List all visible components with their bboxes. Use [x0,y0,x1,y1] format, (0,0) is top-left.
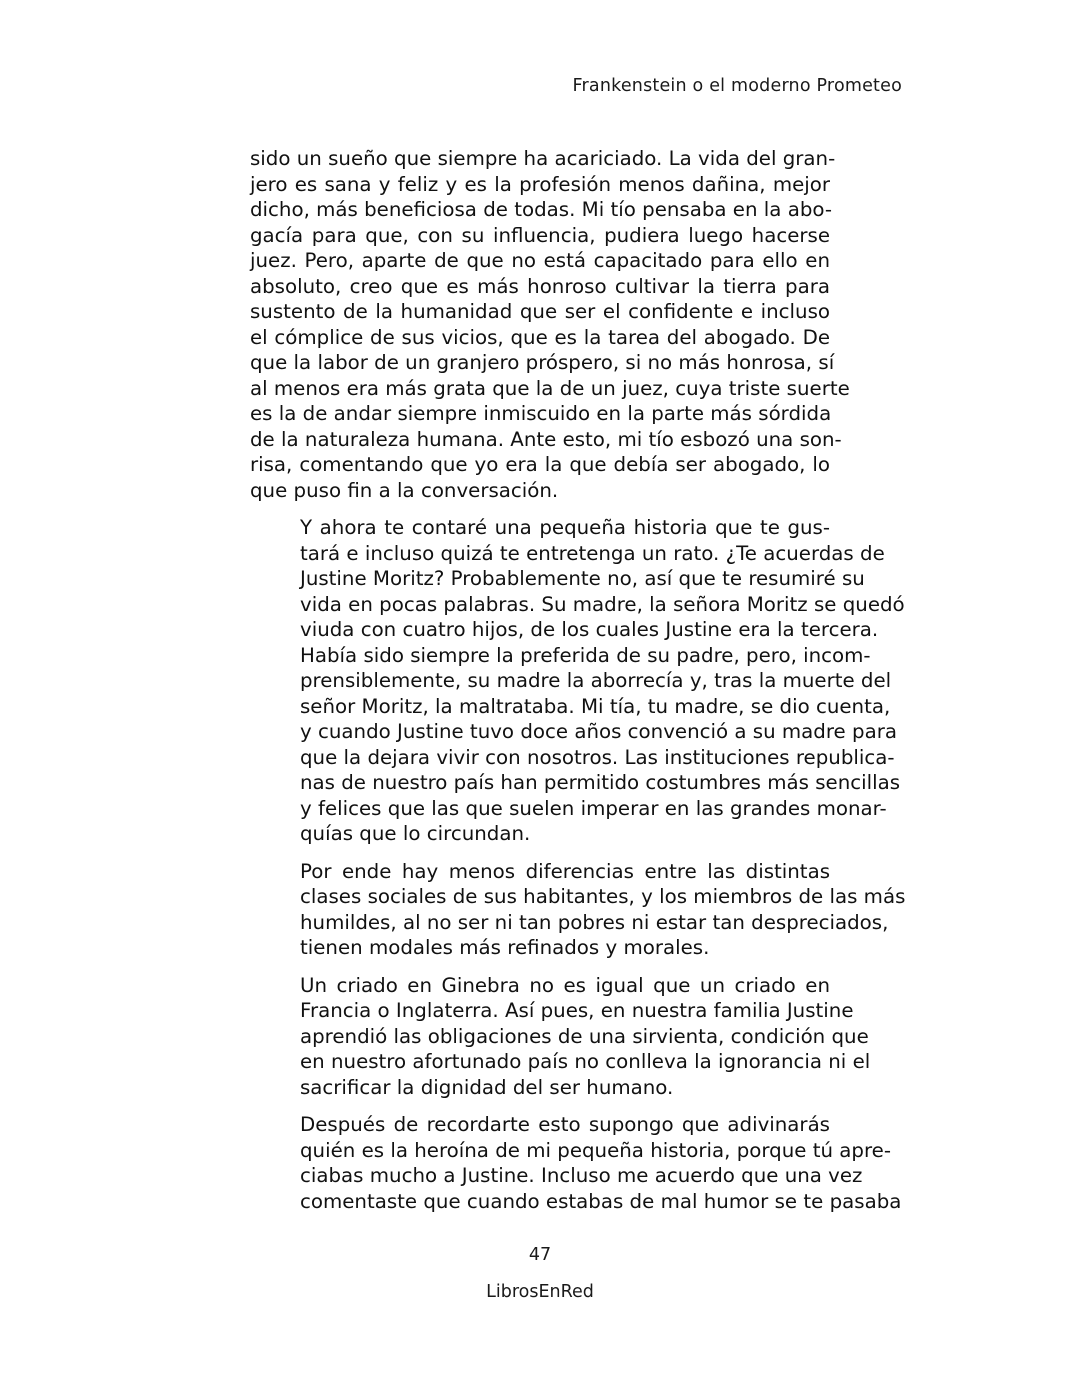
running-header: Frankenstein o el moderno Prometeo [572,76,902,96]
text-line: sido un sueño que siempre ha acariciado. La vida del gran- [250,147,836,170]
body-text [250,146,906,1226]
text-line: Justine Moritz? Probablemente no, así que te resumiré su [300,567,865,590]
text-line: al menos era más grata que la de un juez, cuya triste suerte [250,376,850,400]
text-line: viuda con cuatro hijos, de los cuales Justine era la tercera. [300,618,879,641]
text-line: y cuando Justine tuvo doce años convenció a su madre para [300,720,897,743]
text-line: ciabas mucho a Justine. Incluso me acuerdo que una vez [300,1164,863,1187]
paragraph-4 [250,973,871,1101]
text-line: tará e incluso quizá te entretenga un rato. ¿Te acuerdas de [300,541,885,565]
text-line: que puso fin a la conversación. [250,478,559,502]
text-line: Francia o Inglaterra. Así pues, en nuestra familia Justine [300,999,854,1022]
text-line: nas de nuestro país han permitido costumbres más sencillas [300,771,901,794]
text-line: risa, comentando que yo era la que debía ser abogado, lo [250,453,830,476]
text-line: señor Moritz, la maltrataba. Mi tía, tu madre, se dio cuenta, [300,694,891,718]
text-line: y felices que las que suelen imperar en las grandes monar- [300,796,887,820]
text-line: absoluto, creo que es más honroso cultivar la tierra para [250,274,830,298]
text-line: que la dejara vivir con nosotros. Las instituciones republica- [300,745,895,769]
paragraph-5 [250,1112,902,1214]
text-line: Había sido siempre la preferida de su padre, pero, incom- [300,643,871,667]
text-line: aprendió las obligaciones de una sirvienta, condición que [300,1024,869,1048]
paragraph-3 [250,859,906,961]
text-line: de la naturaleza humana. Ante esto, mi tío esbozó una son- [250,427,842,451]
text-line: sustento de la humanidad que ser el confidente e incluso [250,300,830,323]
text-line: prensiblemente, su madre la aborrecía y, tras la muerte del [300,669,892,692]
text-line: tienen modales más refinados y morales. [300,936,710,959]
text-line: juez. Pero, aparte de que no está capacitado para ello en [250,249,830,272]
text-line: comentaste que cuando estabas de mal humor se te pasaba [300,1189,902,1213]
text-line: Un criado en Ginebra no es igual que un criado en [300,973,830,997]
text-line: es la de andar siempre inmiscuido en la parte más sórdida [250,402,832,425]
text-line: el cómplice de sus vicios, que es la tarea del abogado. De [250,325,830,349]
text-line: dicho, más beneficiosa de todas. Mi tío pensaba en la abo- [250,198,832,221]
text-line: gacía para que, con su influencia, pudiera luego hacerse [250,223,830,247]
text-line: humildes, al no ser ni tan pobres ni estar tan despreciados, [300,910,889,934]
text-line: vida en pocas palabras. Su madre, la señora Moritz se quedó [300,592,905,616]
paragraph-1 [250,146,850,503]
text-line: Por ende hay menos diferencias entre las distintas [300,859,830,883]
page-number: 47 [528,1245,552,1265]
text-line: jero es sana y feliz y es la profesión menos dañina, mejor [250,172,830,196]
publisher-footer: LibrosEnRed [486,1282,594,1302]
text-line: clases sociales de sus habitantes, y los miembros de las más [300,885,906,908]
text-line: sacrificar la dignidad del ser humano. [300,1075,674,1099]
text-line: Y ahora te contaré una pequeña historia que te gus- [300,516,830,539]
text-line: quías que lo circundan. [300,822,531,845]
text-line: quién es la heroína de mi pequeña historia, porque tú apre- [300,1138,891,1162]
text-line: en nuestro afortunado país no conlleva la ignorancia ni el [300,1050,871,1073]
paragraph-2 [250,515,905,847]
text-line: Después de recordarte esto supongo que adivinarás [300,1113,830,1136]
text-line: que la labor de un granjero próspero, si no más honrosa, sí [250,351,835,374]
